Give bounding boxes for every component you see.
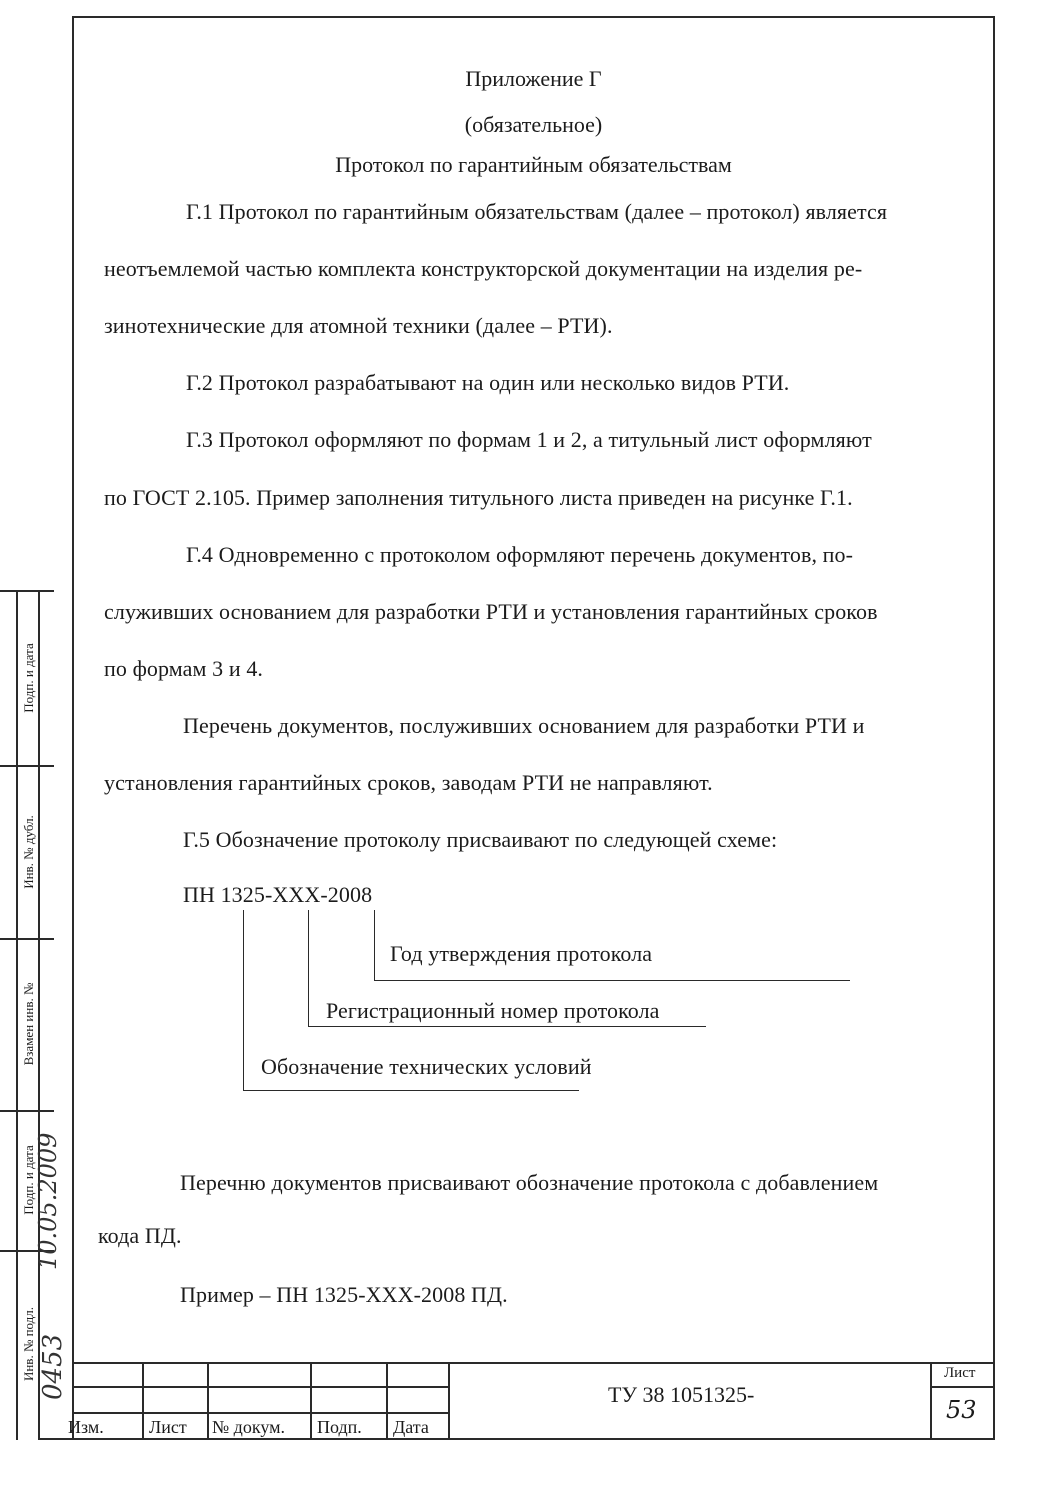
margin-strip-border bbox=[16, 590, 18, 1440]
text-line: по ГОСТ 2.105. Пример заполнения титульного листа приведен на рисунке Г.1. bbox=[104, 485, 853, 510]
text-line: Г.3 Протокол оформляют по формам 1 и 2, а титульный лист оформляют bbox=[186, 427, 872, 452]
title-block-row-line bbox=[72, 1386, 450, 1388]
text-line: служивших основанием для разработки РТИ и установления гарантийных сроков bbox=[104, 599, 878, 624]
margin-strip-divider bbox=[38, 590, 40, 1440]
text-line: установления гарантийных сроков, заводам РТИ не направляют. bbox=[104, 770, 713, 795]
text-line: неотъемлемой частью комплекта конструкторской документации на изделия ре- bbox=[104, 256, 863, 281]
text-line: зинотехнические для атомной техники (далее – РТИ). bbox=[104, 313, 613, 338]
scheme-line-reg bbox=[308, 910, 309, 1026]
title-block-col-line bbox=[448, 1362, 450, 1440]
margin-label-dup-inv: Инв. № дубл. bbox=[21, 814, 36, 889]
text-line: кода ПД. bbox=[98, 1223, 182, 1248]
handwritten-date: 10.05.2009 bbox=[34, 1132, 62, 1270]
sheet-number: 53 bbox=[946, 1396, 977, 1424]
scheme-reg-label: Регистрационный номер протокола bbox=[326, 998, 660, 1023]
appendix-title: Протокол по гарантийным обязательствам bbox=[335, 152, 732, 177]
handwritten-inventory-number: 0453 bbox=[38, 1333, 68, 1400]
title-block bbox=[68, 1362, 995, 1440]
col-change: Изм. bbox=[68, 1417, 104, 1437]
title-block-col-line bbox=[142, 1362, 144, 1440]
text-line: Г.2 Протокол разрабатывают на один или несколько видов РТИ. bbox=[186, 370, 790, 395]
text-line: Г.5 Обозначение протоколу присваивают по следующей схеме: bbox=[183, 827, 778, 852]
appendix-heading: Приложение Г bbox=[465, 66, 602, 91]
document-code: ТУ 38 1051325- bbox=[608, 1382, 755, 1407]
title-block-col-line bbox=[930, 1362, 932, 1440]
appendix-status: (обязательное) bbox=[464, 112, 603, 137]
text-line: Г.1 Протокол по гарантийным обязательствам (далее – протокол) является bbox=[186, 199, 888, 224]
title-block-top-line bbox=[72, 1362, 995, 1364]
margin-label-orig-inv: Инв. № подл. bbox=[21, 1306, 36, 1382]
col-sheet: Лист bbox=[149, 1417, 187, 1437]
title-block-col-line bbox=[207, 1362, 209, 1440]
scheme-underline-year bbox=[374, 980, 850, 981]
text-line: по формам 3 и 4. bbox=[104, 656, 264, 681]
scheme-line-tu bbox=[243, 910, 244, 1090]
margin-label-replace-inv: Взамен инв. № bbox=[21, 982, 36, 1066]
designation-example: ПН 1325-ХХХ-2008 bbox=[183, 882, 373, 907]
text-line: Г.4 Одновременно с протоколом оформляют перечень документов, по- bbox=[186, 542, 854, 567]
text-line: Перечню документов присваивают обозначение протокола с добавлением bbox=[180, 1170, 879, 1195]
scheme-underline-tu bbox=[243, 1090, 579, 1091]
example-line: Пример – ПН 1325-ХХХ-2008 ПД. bbox=[180, 1282, 508, 1307]
scheme-tu-label: Обозначение технических условий bbox=[261, 1054, 592, 1079]
margin-label-sign-date-2: Подп. и дата bbox=[21, 1145, 36, 1215]
text-line: Перечень документов, послуживших основанием для разработки РТИ и bbox=[183, 713, 865, 738]
scheme-year-label: Год утверждения протокола bbox=[390, 941, 653, 966]
scheme-underline-reg bbox=[308, 1026, 706, 1027]
col-date: Дата bbox=[393, 1417, 429, 1437]
scheme-line-year bbox=[374, 910, 375, 980]
col-signature: Подп. bbox=[317, 1417, 362, 1437]
title-block-col-line bbox=[310, 1362, 312, 1440]
margin-label-sign-date: Подп. и дата bbox=[21, 642, 36, 713]
title-block-row-line bbox=[72, 1412, 450, 1414]
title-block-sheet-line bbox=[930, 1386, 995, 1388]
title-block-col-line bbox=[386, 1362, 388, 1440]
col-doc-number: № докум. bbox=[212, 1417, 285, 1437]
sheet-label: Лист bbox=[944, 1365, 976, 1381]
